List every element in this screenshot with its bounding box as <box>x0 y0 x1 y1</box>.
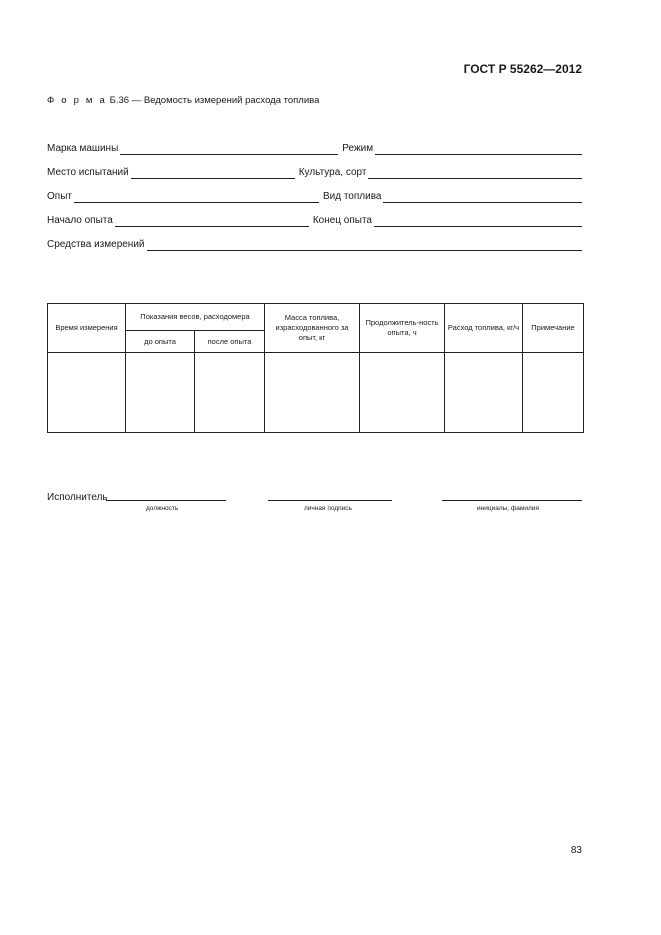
page-number: 83 <box>570 845 582 856</box>
header-duration: Продолжитель-ность опыта, ч <box>360 304 445 353</box>
mode-line[interactable] <box>375 143 582 155</box>
standard-number: ГОСТ Р 55262—2012 <box>463 62 582 76</box>
test-site-label: Место испытаний <box>47 167 129 178</box>
field-row-site <box>47 165 582 179</box>
mode-label: Режим <box>342 143 374 154</box>
form-prefix: Ф о р м а <box>47 95 107 106</box>
crop-variety-label: Культура, сорт <box>298 167 367 178</box>
header-note: Примечание <box>523 304 584 353</box>
signature-line[interactable] <box>268 500 392 501</box>
field-row-start <box>47 213 582 227</box>
trial-start-label: Начало опыта <box>47 215 113 226</box>
trial-end-line[interactable] <box>374 215 582 227</box>
field-row-machine <box>47 141 582 155</box>
header-time: Время измерения <box>48 304 126 353</box>
trial-start-line[interactable] <box>115 215 309 227</box>
instruments-line[interactable] <box>147 239 582 251</box>
form-caption <box>47 95 319 106</box>
cell-rate[interactable] <box>445 353 523 433</box>
header-after: после опыта <box>195 331 265 353</box>
header-mass: Масса топлива, израсходованного за опыт, кг <box>265 304 360 353</box>
executor-label: Исполнитель <box>47 492 108 503</box>
cell-before[interactable] <box>126 353 195 433</box>
cell-note[interactable] <box>523 353 584 433</box>
cell-time[interactable] <box>48 353 126 433</box>
position-line[interactable] <box>106 500 226 501</box>
crop-variety-line[interactable] <box>368 167 582 179</box>
trial-end-label: Конец опыта <box>312 215 372 226</box>
header-scale-group: Показания весов, расходомера <box>126 304 265 331</box>
signature-caption: личная подпись <box>304 505 352 512</box>
trial-line[interactable] <box>74 191 319 203</box>
table-row <box>48 353 584 433</box>
instruments-label: Средства измерений <box>47 239 145 250</box>
test-site-line[interactable] <box>131 167 295 179</box>
field-row-trial <box>47 189 582 203</box>
cell-mass[interactable] <box>265 353 360 433</box>
machine-brand-line[interactable] <box>120 143 338 155</box>
position-caption: должность <box>146 505 179 512</box>
measurement-table <box>47 303 584 433</box>
initials-caption: инициалы, фамилия <box>477 505 539 512</box>
fuel-type-line[interactable] <box>383 191 582 203</box>
cell-duration[interactable] <box>360 353 445 433</box>
header-rate: Расход топлива, кг/ч <box>445 304 523 353</box>
initials-line[interactable] <box>442 500 582 501</box>
field-row-instruments <box>47 237 582 251</box>
header-before: до опыта <box>126 331 195 353</box>
trial-label: Опыт <box>47 191 72 202</box>
table-header-row <box>48 304 584 331</box>
cell-after[interactable] <box>195 353 265 433</box>
machine-brand-label: Марка машины <box>47 143 119 154</box>
fuel-type-label: Вид топлива <box>322 191 382 202</box>
form-title: Б.36 — Ведомость измерений расхода топлива <box>109 95 320 106</box>
